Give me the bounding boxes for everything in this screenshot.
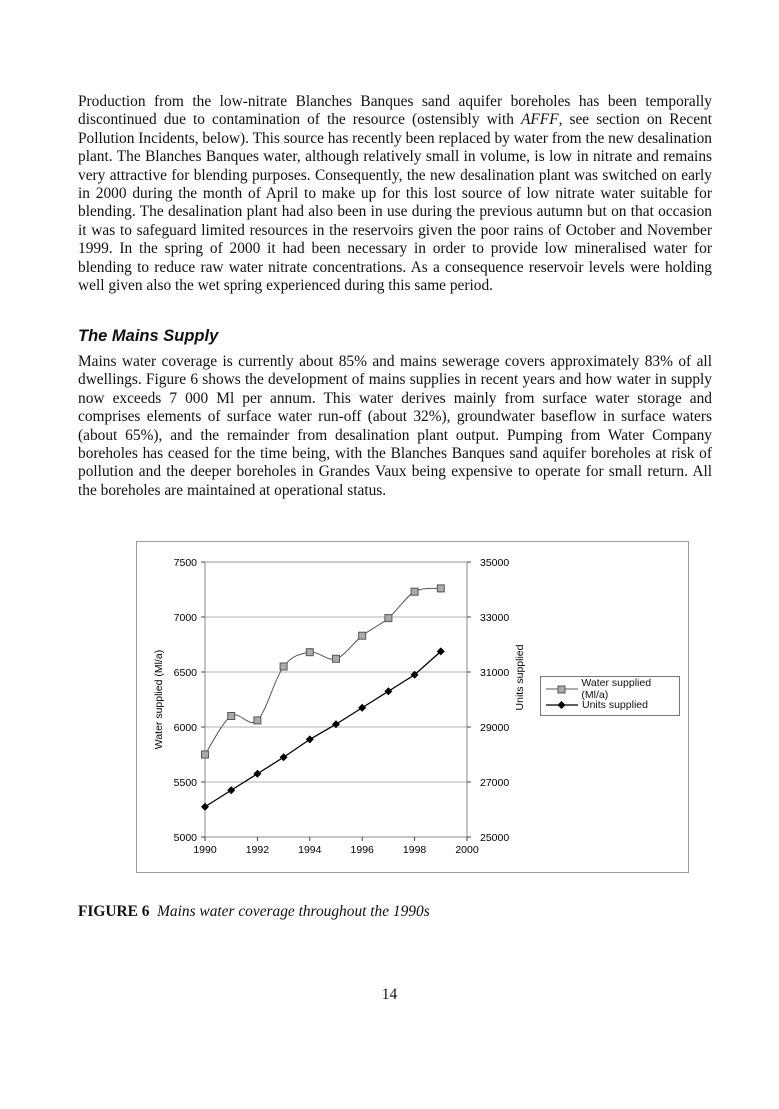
water-supplied-point	[202, 751, 209, 758]
intro-text-part-2: , see section on Recent Pollution Incidents, below). This source has recently been replaced by water from the new desalination plant. The Blanches Banques water, although relatively small in volume, is low in nitrate and remains very attractive for blending purposes. Consequently, the new desalination plant was switched on early in 2000 during the month of April to make up for this lost source of low nitrate water suitable for blending. The desalination plant had also been in use during the previous autumn but on that occasion it was to safeguard limited resources in the reservoirs given the poor rains of October and November 1999. In the spring of 2000 it had been necessary in order to provide low mineralised water for blending to reduce raw water nitrate concentrations. As a consequence reservoir levels were holding well given also the wet spring experienced during this same period.	[78, 111, 713, 295]
x-tick-label: 1998	[402, 844, 427, 856]
intro-paragraph	[78, 93, 712, 295]
x-tick-label: 1994	[298, 844, 322, 856]
water-supplied-point	[385, 615, 392, 622]
legend-square-marker-icon	[545, 684, 578, 694]
y-right-tick-label: 29000	[480, 722, 510, 734]
page-number: 14	[381, 986, 398, 1003]
legend-item-water	[545, 677, 679, 701]
plot-area	[205, 562, 467, 837]
legend-label-units: Units supplied	[582, 699, 648, 711]
y-left-axis-title: Water supplied (Ml/a)	[153, 649, 165, 750]
caption-label: FIGURE 6	[78, 903, 150, 920]
water-supplied-point	[280, 663, 287, 670]
y-right-tick-label: 35000	[480, 557, 510, 569]
y-right-tick-label: 31000	[480, 667, 510, 679]
y-right-tick-label: 25000	[480, 832, 510, 844]
water-supplied-point	[359, 632, 366, 639]
y-left-tick-label: 6000	[173, 722, 197, 734]
mains-supply-paragraph: Mains water coverage is currently about 85% and mains sewerage covers approximately 83% of all dwellings. Figure 6 shows the development of mains supplies in recent years and how water in supply now exceeds 7 000 Ml per annum. This water derives mainly from surface water storage and comprises elements of surface water run-off (about 32%), groundwater baseflow in surface waters (about 65%), and the remainder from desalination plant output. Pumping from Water Company boreholes has ceased for the time being, with the Blanches Banques sand aquifer boreholes at risk of pollution and the deeper boreholes in Grandes Vaux being expensive to operate for small return. All the boreholes are maintained at operational status.	[78, 353, 712, 499]
water-supplied-point	[333, 655, 340, 662]
x-tick-label: 1992	[245, 844, 270, 856]
section-heading: The Mains Supply	[78, 327, 219, 345]
x-tick-label: 1990	[193, 844, 217, 856]
x-tick-label: 1996	[350, 844, 374, 856]
y-left-tick-label: 7000	[173, 612, 197, 624]
y-right-tick-label: 33000	[480, 612, 510, 624]
water-supplied-point	[306, 649, 313, 656]
water-supplied-point	[411, 588, 418, 595]
y-right-tick-label: 27000	[480, 777, 510, 789]
y-left-tick-label: 6500	[173, 667, 197, 679]
figure-6-chart	[136, 541, 689, 873]
x-tick-label: 2000	[455, 844, 479, 856]
water-supplied-point	[228, 713, 235, 720]
legend-item-units	[545, 698, 648, 712]
y-right-axis-title: Units supplied	[514, 644, 526, 711]
y-left-tick-label: 7500	[173, 557, 197, 569]
y-left-tick-label: 5500	[173, 777, 197, 789]
y-left-tick-label: 5000	[173, 832, 197, 844]
figure-caption	[78, 903, 430, 921]
chart-legend	[540, 676, 680, 716]
caption-text: Mains water coverage throughout the 1990s	[157, 903, 430, 920]
intro-text-part-1: Production from the low-nitrate Blanches Banques sand aquifer boreholes has been temporally discontinued due to contamination of the resource (ostensibly with	[78, 93, 712, 129]
legend-label-water: Water supplied (Ml/a)	[581, 677, 652, 701]
legend-diamond-marker-icon	[545, 700, 579, 710]
water-supplied-point	[437, 585, 444, 592]
water-supplied-point	[254, 717, 261, 724]
afff-term: AFFF	[520, 111, 559, 129]
